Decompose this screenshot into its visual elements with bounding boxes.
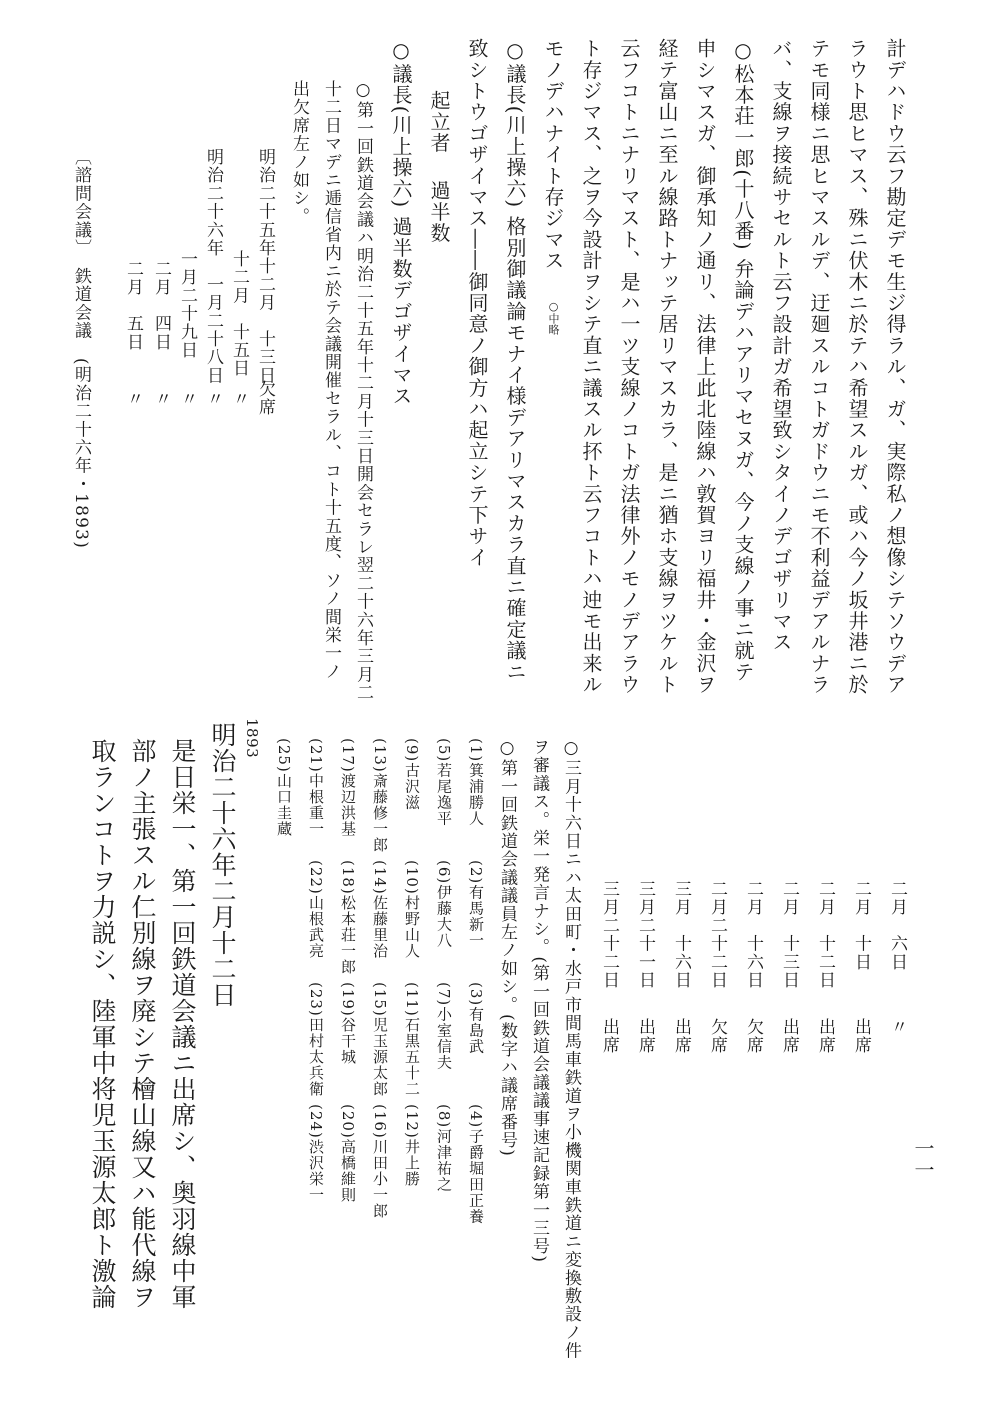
member-cell: (3)有島武	[467, 982, 485, 1055]
attendance-status: 〃	[123, 390, 143, 409]
member-cell: (13)斎藤修一郎	[371, 738, 389, 853]
member-cell: (21)中根重一	[307, 738, 325, 837]
attendance-date: 三月 十六日	[671, 880, 691, 990]
attendance-date: 二月 十三日	[779, 880, 799, 990]
attendance-status: 出席	[851, 1018, 871, 1055]
attendance-status: 〃	[887, 1018, 907, 1037]
text-line: 云フコトニナリマスト、是ハ一ツ支線ノコトガ法律外ノモノデアラウ	[617, 38, 641, 696]
attendance-date: 明治二十六年 一月二十八日	[203, 148, 223, 385]
text-line: ト存ジマス、之ヲ今設計ヲシテ直ニ議スル抔ト云フコトハ迚モ出来ル	[579, 38, 603, 696]
summary-line: ○第一回鉄道会議ハ明治二十五年十二月十三日開会セラレ翌二十六年三月二	[353, 80, 373, 702]
member-cell: (11)石黒五十二	[403, 982, 421, 1097]
attendance-date: 三月二十一日	[635, 880, 655, 990]
text-line: 申シマスガ、御承知ノ通リ、法律上此北陸線ハ敦賀ヨリ福井・金沢ヲ	[693, 38, 717, 696]
attendance-status: 欠席	[707, 1018, 727, 1055]
attendance-date: 二月 六日	[887, 880, 907, 971]
chuuryaku-note: ○中略	[547, 300, 560, 335]
member-cell: (7)小室信夫	[435, 982, 453, 1071]
attendance-status: 欠席	[255, 380, 275, 417]
attendance-date: 二月 四日	[151, 260, 171, 351]
member-cell: (24)渋沢栄一	[307, 1104, 325, 1203]
attendance-status: 〃	[177, 390, 197, 409]
member-cell: (2)有馬新一	[467, 860, 485, 949]
note-line: ○三月十六日ニハ太田町・水戸市間馬車鉄道ヲ小機関車鉄道ニ変換敷設ノ件	[561, 738, 581, 1360]
member-cell: (23)田村太兵衛	[307, 982, 325, 1097]
attendance-date: 十二月 十五日	[229, 250, 249, 378]
attendance-status: 出席	[671, 1018, 691, 1055]
member-cell: (20)高橋維則	[339, 1104, 357, 1203]
page-number: 一一	[911, 1138, 935, 1181]
body-line: 是日栄一、第一回鉄道会議ニ出席シ、奥羽線中軍	[168, 738, 197, 1310]
text-line: 致シトウゴザイマス――御同意ノ御方ハ起立シテ下サイ	[465, 38, 489, 568]
text-line: ○議長(川上操六) 格別御議論モナイ様デアリマスカラ直ニ確定議ニ	[503, 38, 527, 683]
attendance-date: 二月 十日	[851, 880, 871, 971]
note-line: ○第一回鉄道会議議員左ノ如シ。(数字ハ議席番号)	[497, 738, 517, 1158]
attendance-date: 二月 五日	[123, 260, 143, 351]
member-cell: (8)河津祐之	[435, 1104, 453, 1193]
text-line: テモ同様ニ思ヒマスルデ、迂廻スルコトガドウニモ不利益デアルナラ	[807, 38, 831, 696]
text-line: ○松本荘一郎(十八番) 弁論デハアリマセヌガ、今ノ支線ノ事ニ就テ	[731, 38, 755, 683]
body-line: 取ランコトヲ力説シ、陸軍中将児玉源太郎ト激論	[88, 738, 117, 1310]
member-cell: (5)若尾逸平	[435, 738, 453, 827]
attendance-status: 〃	[203, 390, 223, 409]
member-cell: (9)古沢滋	[403, 738, 421, 811]
attendance-status: 〃	[229, 390, 249, 409]
attendance-status: 出席	[779, 1018, 799, 1055]
attendance-status: 出席	[599, 1018, 619, 1055]
text-line: ○議長(川上操六) 過半数デゴザイマス	[389, 38, 413, 407]
text-line: バ、支線ヲ接続サセルト云フ設計ガ希望致シタイノデゴザリマス	[769, 38, 793, 653]
member-cell: (25)山口圭蔵	[275, 738, 293, 837]
member-cell: (12)井上勝	[403, 1104, 421, 1187]
page-footer: 〔諮問会議〕 鉄道会議 (明治二十六年・1893)	[71, 148, 91, 550]
member-cell: (18)松本荘一郎	[339, 860, 357, 975]
attendance-date: 二月二十二日	[707, 880, 727, 990]
member-cell: (6)伊藤大八	[435, 860, 453, 949]
member-cell: (1)箕浦勝人	[467, 738, 485, 827]
attendance-date: 二月 十二日	[815, 880, 835, 990]
member-cell: (22)山根武亮	[307, 860, 325, 959]
text-line: ラウト思ヒマス、殊ニ伏木ニ於テハ希望スルガ、或ハ今ノ坂井港ニ於	[845, 38, 869, 696]
date-heading: 明治二十六年二月十二日	[208, 722, 237, 1008]
summary-line: 出欠席左ノ如シ。	[289, 80, 309, 226]
attendance-date: 三月二十二日	[599, 880, 619, 990]
kiritsu-value: 過半数	[427, 180, 451, 244]
text-line: モノデハナイト存ジマス	[541, 38, 565, 272]
member-cell: (16)川田小一郎	[371, 1104, 389, 1219]
member-cell: (14)佐藤里治	[371, 860, 389, 959]
body-line: 部ノ主張スル仁別線ヲ廃シテ檜山線又ハ能代線ヲ	[128, 738, 157, 1310]
member-cell: (15)児玉源太郎	[371, 982, 389, 1097]
attendance-status: 出席	[815, 1018, 835, 1055]
member-cell: (19)谷干城	[339, 982, 357, 1065]
text-line: 計デハドウ云フ勘定デモ生ジ得ラル、ガ、実際私ノ想像シテソウデア	[883, 38, 907, 696]
attendance-date: 一月二十九日	[177, 250, 197, 360]
attendance-status: 出席	[635, 1018, 655, 1055]
member-cell: (17)渡辺洪基	[339, 738, 357, 837]
year-annotation: 1893	[243, 718, 261, 759]
member-cell: (10)村野山人	[403, 860, 421, 959]
note-line: ヲ審議ス。栄一発言ナシ。(第一回鉄道会議議事速記録第一三号)	[529, 738, 549, 1264]
attendance-status: 欠席	[743, 1018, 763, 1055]
attendance-status: 〃	[151, 390, 171, 409]
attendance-date: 二月 十六日	[743, 880, 763, 990]
kiritsu-label: 起立者	[427, 90, 451, 154]
summary-line: 十二日マデニ逓信省内ニ於テ会議開催セラル、コト十五度、ソノ間栄一ノ	[321, 80, 341, 681]
member-cell: (4)子爵堀田正養	[467, 1104, 485, 1225]
attendance-date: 明治二十五年十二月 十三日	[255, 148, 275, 385]
text-line: 経テ富山ニ至ル線路トナッテ居リマスカラ、是ニ猶ホ支線ヲツケルト	[655, 38, 679, 696]
